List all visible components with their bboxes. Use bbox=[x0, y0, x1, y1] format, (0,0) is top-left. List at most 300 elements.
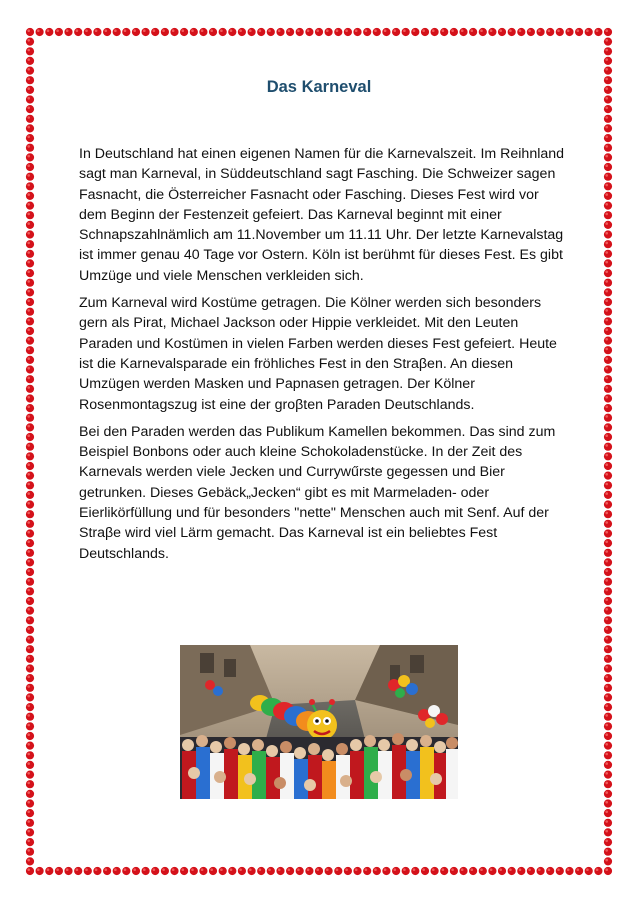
border-dot bbox=[190, 28, 198, 36]
border-dot bbox=[26, 568, 34, 576]
border-dot bbox=[113, 867, 121, 875]
border-dot-shine bbox=[605, 492, 608, 495]
border-dot-shine bbox=[605, 425, 608, 428]
border-dot bbox=[585, 28, 593, 36]
border-dot bbox=[604, 510, 612, 518]
border-dot bbox=[604, 375, 612, 383]
border-dot-shine bbox=[27, 271, 30, 274]
border-dot bbox=[26, 751, 34, 759]
border-dot-shine bbox=[605, 107, 608, 110]
border-dot-shine bbox=[268, 29, 271, 32]
border-dot bbox=[604, 838, 612, 846]
border-dot bbox=[479, 28, 487, 36]
border-dot bbox=[219, 867, 227, 875]
border-dot bbox=[604, 202, 612, 210]
border-dot bbox=[26, 423, 34, 431]
border-dot bbox=[26, 173, 34, 181]
border-dot-shine bbox=[605, 608, 608, 611]
border-dot bbox=[26, 279, 34, 287]
border-dot-shine bbox=[586, 868, 589, 871]
border-dot-shine bbox=[605, 598, 608, 601]
border-dot bbox=[45, 28, 53, 36]
border-dot-shine bbox=[538, 29, 541, 32]
border-dot bbox=[26, 616, 34, 624]
border-dot-shine bbox=[605, 39, 608, 42]
border-dot-shine bbox=[288, 29, 291, 32]
border-dot-shine bbox=[374, 868, 377, 871]
border-dot-shine bbox=[605, 299, 608, 302]
border-dot-shine bbox=[605, 849, 608, 852]
border-dot bbox=[604, 288, 612, 296]
border-dot bbox=[604, 240, 612, 248]
border-dot bbox=[286, 28, 294, 36]
border-dot-shine bbox=[27, 425, 30, 428]
border-dot-shine bbox=[605, 97, 608, 100]
border-dot bbox=[209, 28, 217, 36]
border-dot-shine bbox=[413, 868, 416, 871]
border-dot-shine bbox=[605, 801, 608, 804]
border-dot-shine bbox=[27, 733, 30, 736]
border-dot-shine bbox=[85, 868, 88, 871]
border-dot-shine bbox=[27, 328, 30, 331]
border-dot-shine bbox=[605, 724, 608, 727]
border-dot bbox=[604, 597, 612, 605]
border-dot bbox=[604, 327, 612, 335]
border-dot bbox=[604, 57, 612, 65]
border-dot-shine bbox=[605, 203, 608, 206]
border-dot bbox=[26, 47, 34, 55]
border-dot bbox=[604, 664, 612, 672]
border-dot bbox=[26, 819, 34, 827]
border-dot bbox=[527, 867, 535, 875]
border-dot bbox=[604, 529, 612, 537]
border-dot-shine bbox=[605, 271, 608, 274]
border-dot bbox=[479, 867, 487, 875]
border-dot-shine bbox=[451, 868, 454, 871]
border-dot-shine bbox=[605, 868, 608, 871]
border-dot bbox=[325, 867, 333, 875]
border-dot bbox=[604, 828, 612, 836]
border-dot bbox=[26, 124, 34, 132]
border-dot-shine bbox=[577, 868, 580, 871]
border-dot-shine bbox=[27, 502, 30, 505]
border-dot-shine bbox=[605, 762, 608, 765]
border-dot-shine bbox=[297, 868, 300, 871]
border-dot bbox=[604, 626, 612, 634]
border-dot-shine bbox=[605, 743, 608, 746]
border-dot-shine bbox=[605, 811, 608, 814]
border-dot bbox=[604, 693, 612, 701]
border-dot-shine bbox=[27, 193, 30, 196]
border-dot-shine bbox=[605, 512, 608, 515]
border-dot-shine bbox=[471, 29, 474, 32]
border-dot bbox=[344, 28, 352, 36]
border-dot-shine bbox=[172, 868, 175, 871]
border-dot-shine bbox=[27, 164, 30, 167]
border-dot bbox=[604, 549, 612, 557]
border-dot bbox=[604, 182, 612, 190]
border-dot bbox=[26, 182, 34, 190]
border-dot bbox=[93, 28, 101, 36]
border-dot bbox=[238, 867, 246, 875]
border-dot-shine bbox=[27, 579, 30, 582]
border-dot bbox=[26, 636, 34, 644]
border-dot-shine bbox=[191, 868, 194, 871]
border-dot-shine bbox=[519, 868, 522, 871]
border-dot-shine bbox=[605, 705, 608, 708]
border-dot-shine bbox=[27, 541, 30, 544]
border-dot-shine bbox=[432, 868, 435, 871]
border-dot-shine bbox=[548, 29, 551, 32]
border-dot-shine bbox=[605, 280, 608, 283]
border-dot-shine bbox=[365, 868, 368, 871]
border-dot bbox=[604, 819, 612, 827]
border-dot-shine bbox=[95, 868, 98, 871]
border-dot bbox=[26, 539, 34, 547]
border-dot bbox=[26, 828, 34, 836]
border-dot bbox=[488, 28, 496, 36]
border-dot-shine bbox=[548, 868, 551, 871]
border-dot bbox=[36, 28, 44, 36]
border-dot bbox=[594, 28, 602, 36]
border-dot bbox=[604, 848, 612, 856]
border-dot-shine bbox=[27, 232, 30, 235]
border-dot bbox=[604, 674, 612, 682]
border-dot-shine bbox=[239, 868, 242, 871]
border-dot-shine bbox=[605, 618, 608, 621]
border-dot-shine bbox=[162, 868, 165, 871]
border-dot bbox=[26, 153, 34, 161]
border-dot bbox=[604, 607, 612, 615]
border-dot-shine bbox=[27, 695, 30, 698]
border-dot-shine bbox=[66, 868, 69, 871]
border-dot bbox=[26, 38, 34, 46]
border-dot-shine bbox=[133, 868, 136, 871]
border-dot-shine bbox=[605, 348, 608, 351]
border-dot-shine bbox=[605, 782, 608, 785]
border-dot-shine bbox=[27, 801, 30, 804]
border-dot bbox=[26, 57, 34, 65]
border-dot bbox=[604, 317, 612, 325]
border-dot bbox=[546, 867, 554, 875]
border-dot bbox=[604, 867, 612, 875]
border-dot-shine bbox=[172, 29, 175, 32]
border-dot-shine bbox=[27, 386, 30, 389]
border-dot-shine bbox=[27, 377, 30, 380]
border-dot-shine bbox=[605, 155, 608, 158]
border-dot-shine bbox=[27, 859, 30, 862]
border-dot-shine bbox=[605, 309, 608, 312]
border-dot-shine bbox=[605, 637, 608, 640]
border-dot-shine bbox=[249, 868, 252, 871]
border-dot bbox=[604, 857, 612, 865]
border-dot bbox=[604, 414, 612, 422]
border-dot-shine bbox=[605, 444, 608, 447]
border-dot bbox=[26, 259, 34, 267]
border-dot-shine bbox=[76, 868, 79, 871]
document-title: Das Karneval bbox=[266, 78, 372, 96]
border-dot bbox=[257, 867, 265, 875]
border-dot bbox=[84, 28, 92, 36]
border-dot bbox=[26, 520, 34, 528]
border-dot-shine bbox=[27, 531, 30, 534]
border-dot-shine bbox=[27, 29, 30, 32]
border-dot bbox=[305, 867, 313, 875]
border-dot bbox=[604, 230, 612, 238]
border-dot bbox=[604, 655, 612, 663]
border-dot-shine bbox=[27, 68, 30, 71]
border-dot bbox=[26, 202, 34, 210]
border-dot bbox=[26, 404, 34, 412]
border-dot bbox=[26, 298, 34, 306]
border-dot-shine bbox=[105, 868, 108, 871]
border-dot bbox=[199, 867, 207, 875]
border-dot bbox=[373, 28, 381, 36]
border-dot bbox=[161, 867, 169, 875]
border-dot bbox=[26, 414, 34, 422]
border-dot-shine bbox=[605, 521, 608, 524]
border-dot bbox=[402, 28, 410, 36]
border-dot bbox=[565, 28, 573, 36]
border-dot bbox=[26, 394, 34, 402]
border-dot-shine bbox=[605, 29, 608, 32]
border-dot bbox=[604, 67, 612, 75]
border-dot bbox=[257, 28, 265, 36]
border-dot bbox=[469, 28, 477, 36]
border-dot bbox=[26, 356, 34, 364]
border-dot bbox=[604, 462, 612, 470]
border-dot bbox=[26, 664, 34, 672]
border-dot-shine bbox=[27, 868, 30, 871]
border-dot-shine bbox=[605, 502, 608, 505]
border-dot-shine bbox=[605, 357, 608, 360]
border-dot bbox=[26, 105, 34, 113]
border-dot bbox=[325, 28, 333, 36]
border-dot bbox=[64, 28, 72, 36]
border-dot bbox=[26, 317, 34, 325]
border-dot-shine bbox=[201, 29, 204, 32]
document-body bbox=[79, 144, 569, 571]
border-dot bbox=[26, 144, 34, 152]
border-dot bbox=[64, 867, 72, 875]
border-dot-shine bbox=[605, 396, 608, 399]
border-dot-shine bbox=[605, 377, 608, 380]
border-dot bbox=[604, 491, 612, 499]
border-dot bbox=[363, 28, 371, 36]
border-dot-shine bbox=[37, 868, 40, 871]
border-dot-shine bbox=[605, 290, 608, 293]
border-dot bbox=[440, 28, 448, 36]
border-dot bbox=[74, 867, 82, 875]
border-dot-shine bbox=[605, 483, 608, 486]
border-dot bbox=[26, 558, 34, 566]
border-dot-shine bbox=[27, 550, 30, 553]
border-dot bbox=[604, 308, 612, 316]
border-dot bbox=[604, 385, 612, 393]
border-dot bbox=[604, 28, 612, 36]
border-dot bbox=[26, 607, 34, 615]
border-dot-shine bbox=[586, 29, 589, 32]
border-dot bbox=[431, 867, 439, 875]
border-dot bbox=[151, 867, 159, 875]
border-dot bbox=[26, 857, 34, 865]
border-dot-shine bbox=[27, 261, 30, 264]
border-dot bbox=[575, 867, 583, 875]
border-dot bbox=[604, 153, 612, 161]
border-dot-shine bbox=[191, 29, 194, 32]
border-dot-shine bbox=[27, 656, 30, 659]
border-dot-shine bbox=[461, 868, 464, 871]
border-dot bbox=[26, 221, 34, 229]
border-dot bbox=[26, 674, 34, 682]
border-dot bbox=[604, 472, 612, 480]
border-dot bbox=[315, 867, 323, 875]
border-dot bbox=[604, 616, 612, 624]
border-dot bbox=[604, 211, 612, 219]
border-dot-shine bbox=[143, 868, 146, 871]
border-dot-shine bbox=[557, 868, 560, 871]
border-dot bbox=[132, 867, 140, 875]
border-dot bbox=[527, 28, 535, 36]
border-dot bbox=[604, 115, 612, 123]
border-dot bbox=[26, 780, 34, 788]
border-dot bbox=[537, 28, 545, 36]
border-dot-shine bbox=[27, 627, 30, 630]
border-dot bbox=[604, 558, 612, 566]
border-dot-shine bbox=[605, 261, 608, 264]
border-dot-shine bbox=[605, 569, 608, 572]
border-dot bbox=[26, 491, 34, 499]
border-dot bbox=[488, 867, 496, 875]
border-dot bbox=[459, 28, 467, 36]
border-dot bbox=[113, 28, 121, 36]
border-dot-shine bbox=[27, 762, 30, 765]
border-dot-shine bbox=[422, 29, 425, 32]
border-dot-shine bbox=[297, 29, 300, 32]
border-dot bbox=[604, 124, 612, 132]
border-dot bbox=[26, 481, 34, 489]
border-dot-shine bbox=[307, 29, 310, 32]
border-dot-shine bbox=[316, 868, 319, 871]
border-dot-shine bbox=[422, 868, 425, 871]
border-dot-shine bbox=[133, 29, 136, 32]
border-dot-shine bbox=[345, 868, 348, 871]
border-dot bbox=[26, 67, 34, 75]
border-dot-shine bbox=[27, 666, 30, 669]
border-dot-shine bbox=[567, 29, 570, 32]
border-dot-shine bbox=[307, 868, 310, 871]
border-dot-shine bbox=[605, 830, 608, 833]
border-dot-shine bbox=[27, 319, 30, 322]
border-dot bbox=[604, 722, 612, 730]
border-dot bbox=[26, 838, 34, 846]
border-dot bbox=[450, 867, 458, 875]
border-dot bbox=[209, 867, 217, 875]
border-dot-shine bbox=[528, 29, 531, 32]
border-dot-shine bbox=[27, 444, 30, 447]
border-dot-shine bbox=[403, 29, 406, 32]
border-dot-shine bbox=[27, 618, 30, 621]
border-dot-shine bbox=[27, 830, 30, 833]
border-dot-shine bbox=[27, 512, 30, 515]
border-dot-shine bbox=[114, 868, 117, 871]
border-dot bbox=[84, 867, 92, 875]
border-dot-shine bbox=[605, 820, 608, 823]
border-dot-shine bbox=[374, 29, 377, 32]
border-dot bbox=[219, 28, 227, 36]
border-dot-shine bbox=[27, 97, 30, 100]
border-dot-shine bbox=[27, 608, 30, 611]
border-dot-shine bbox=[519, 29, 522, 32]
border-dot-shine bbox=[47, 868, 50, 871]
border-dot bbox=[604, 751, 612, 759]
border-dot bbox=[26, 742, 34, 750]
border-dot bbox=[26, 385, 34, 393]
border-dot bbox=[411, 867, 419, 875]
border-dot bbox=[431, 28, 439, 36]
border-dot-shine bbox=[27, 791, 30, 794]
border-dot-shine bbox=[288, 868, 291, 871]
border-dot-shine bbox=[27, 849, 30, 852]
border-dot bbox=[26, 433, 34, 441]
border-dot-shine bbox=[27, 58, 30, 61]
border-dot bbox=[26, 452, 34, 460]
border-dot bbox=[604, 636, 612, 644]
border-dot bbox=[604, 250, 612, 258]
border-dot-shine bbox=[201, 868, 204, 871]
border-dot-shine bbox=[259, 868, 262, 871]
border-dot-shine bbox=[27, 155, 30, 158]
border-dot-shine bbox=[577, 29, 580, 32]
border-dot-shine bbox=[27, 714, 30, 717]
border-dot-shine bbox=[605, 560, 608, 563]
border-dot-shine bbox=[66, 29, 69, 32]
border-dot bbox=[604, 703, 612, 711]
border-dot bbox=[26, 645, 34, 653]
border-dot-shine bbox=[605, 386, 608, 389]
border-dot-shine bbox=[442, 29, 445, 32]
border-dot bbox=[26, 848, 34, 856]
border-dot-shine bbox=[27, 357, 30, 360]
border-dot bbox=[45, 867, 53, 875]
border-dot-shine bbox=[605, 434, 608, 437]
border-dot bbox=[585, 867, 593, 875]
border-dot-shine bbox=[27, 126, 30, 129]
border-dot-shine bbox=[605, 328, 608, 331]
border-dot-shine bbox=[605, 126, 608, 129]
border-dot bbox=[604, 365, 612, 373]
border-dot bbox=[26, 684, 34, 692]
border-dot-shine bbox=[605, 733, 608, 736]
border-dot-shine bbox=[605, 579, 608, 582]
border-dot-shine bbox=[605, 145, 608, 148]
border-dot-shine bbox=[27, 560, 30, 563]
border-dot bbox=[26, 211, 34, 219]
border-dot bbox=[402, 867, 410, 875]
border-dot bbox=[517, 867, 525, 875]
border-dot bbox=[604, 423, 612, 431]
border-dot-shine bbox=[605, 859, 608, 862]
border-dot-shine bbox=[403, 868, 406, 871]
border-dot-shine bbox=[27, 463, 30, 466]
border-dot bbox=[228, 28, 236, 36]
border-dot bbox=[161, 28, 169, 36]
border-dot bbox=[26, 269, 34, 277]
border-dot bbox=[604, 173, 612, 181]
border-dot-shine bbox=[509, 29, 512, 32]
border-dot-shine bbox=[394, 868, 397, 871]
border-dot bbox=[26, 250, 34, 258]
